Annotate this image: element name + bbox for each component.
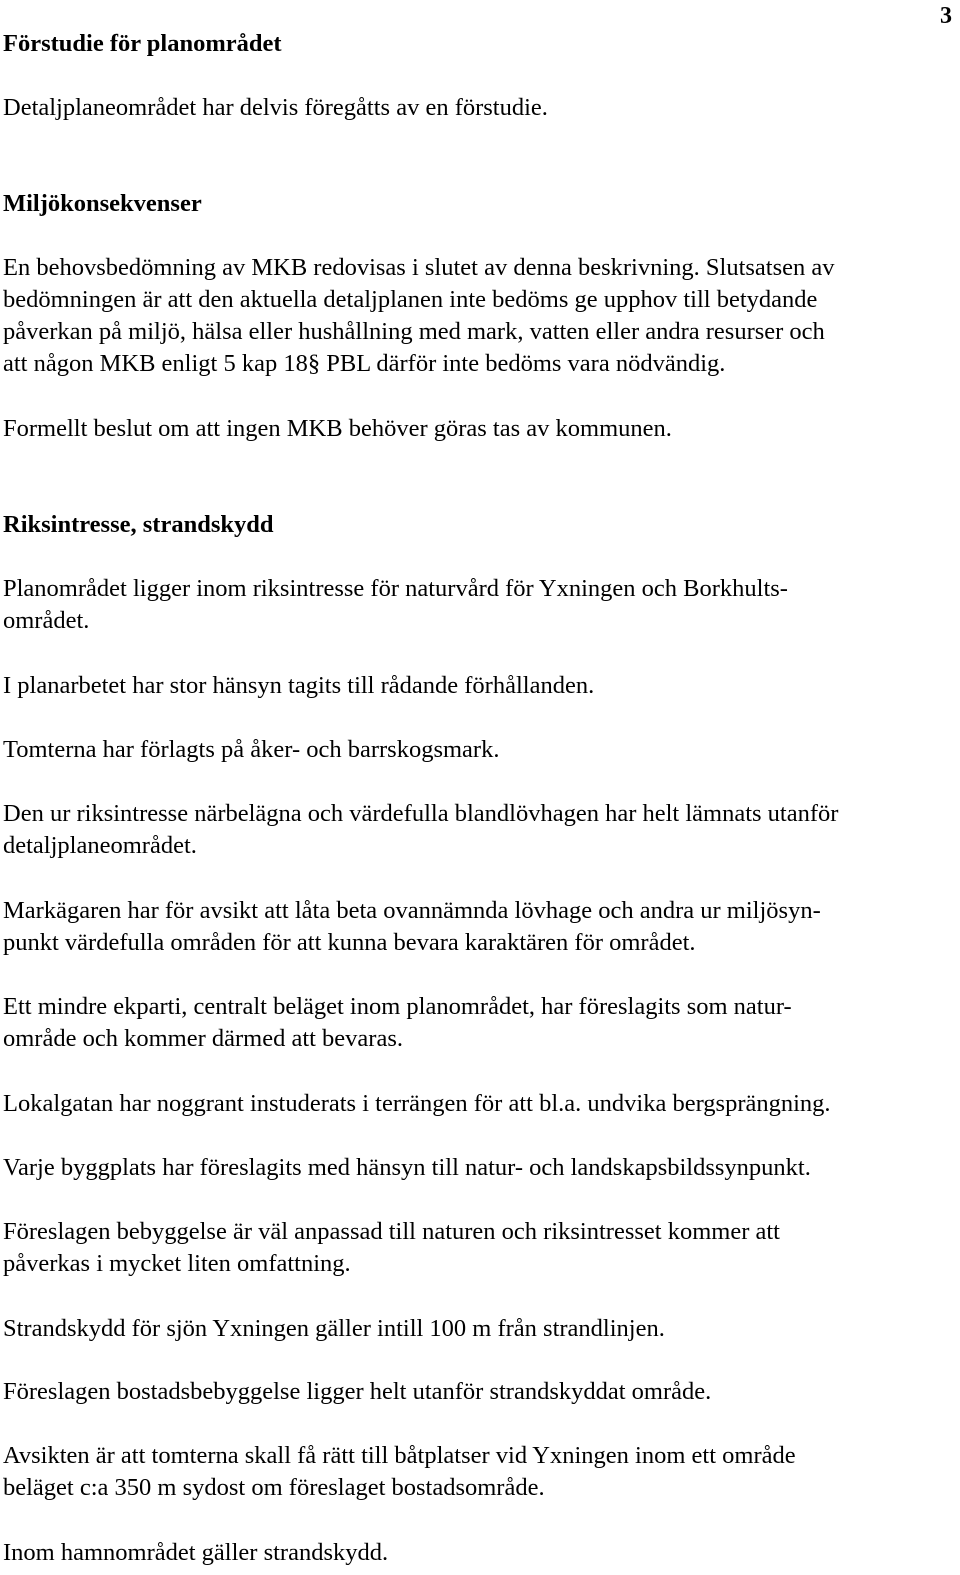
paragraph-riksintresse-6 [3,991,953,1055]
text-line: bedömningen är att den aktuella detaljplanen inte bedöms ge upphov till betydande [3,286,818,313]
paragraph-riksintresse-1 [3,573,953,637]
text-line: Den ur riksintresse närbelägna och värdefulla blandlövhagen har helt lämnats utanför [3,800,839,827]
paragraph-riksintresse-9 [3,1216,953,1280]
paragraph-forstudie: Detaljplaneområdet har delvis föregåtts av en förstudie. [3,94,548,121]
text-line: Varje byggplats har föreslagits med hänsyn till natur- och landskapsbildssynpunkt. [3,1154,811,1181]
text-line: Ett mindre ekparti, centralt beläget inom planområdet, har föreslagits som natur- [3,993,792,1020]
text-line: Planområdet ligger inom riksintresse för naturvård för Yxningen och Borkhults- [3,575,788,602]
text-line: I planarbetet har stor hänsyn tagits till rådande förhållanden. [3,672,595,699]
text-line: Inom hamnområdet gäller strandskydd. [3,1539,389,1566]
text-line: Tomterna har förlagts på åker- och barrskogsmark. [3,736,500,763]
paragraph-strandskydd-2 [3,1376,953,1408]
paragraph-strandskydd-3 [3,1440,953,1504]
text-line: område och kommer därmed att bevaras. [3,1025,404,1052]
text-line: Strandskydd för sjön Yxningen gäller intill 100 m från strandlinjen. [3,1315,665,1342]
heading-riksintresse: Riksintresse, strandskydd [3,511,274,538]
text-line: beläget c:a 350 m sydost om föreslaget bostadsområde. [3,1474,545,1501]
heading-forstudie: Förstudie för planområdet [3,30,282,57]
paragraph-riksintresse-2 [3,670,953,702]
text-line: Lokalgatan har noggrant instuderats i terrängen för att bl.a. undvika bergsprängning. [3,1090,831,1117]
paragraph-strandskydd-4 [3,1537,953,1569]
text-line: påverkas i mycket liten omfattning. [3,1250,351,1277]
heading-miljokonsekvenser: Miljökonsekvenser [3,190,202,217]
paragraph-riksintresse-5 [3,895,953,959]
text-line: att någon MKB enligt 5 kap 18§ PBL därför inte bedöms vara nödvändig. [3,350,726,377]
text-line: Markägaren har för avsikt att låta beta ovannämnda lövhage och andra ur miljösyn- [3,897,821,924]
text-line: området. [3,607,90,634]
paragraph-strandskydd-1 [3,1313,953,1345]
text-line: Föreslagen bostadsbebyggelse ligger helt utanför strandskyddat område. [3,1378,712,1405]
paragraph-formellt-beslut: Formellt beslut om att ingen MKB behöver göras tas av kommunen. [3,415,672,442]
paragraph-riksintresse-7 [3,1088,953,1120]
paragraph-riksintresse-4 [3,798,953,862]
paragraph-riksintresse-8 [3,1152,953,1184]
page-number: 3 [940,3,952,29]
paragraph-riksintresse-3 [3,734,953,766]
text-line: påverkan på miljö, hälsa eller hushållning med mark, vatten eller andra resurser och [3,318,825,345]
text-line: En behovsbedömning av MKB redovisas i slutet av denna beskrivning. Slutsatsen av [3,254,835,281]
text-line: Avsikten är att tomterna skall få rätt till båtplatser vid Yxningen inom ett område [3,1442,796,1469]
text-line: punkt värdefulla områden för att kunna bevara karaktären för området. [3,929,696,956]
text-line: Föreslagen bebyggelse är väl anpassad till naturen och riksintresset kommer att [3,1218,780,1245]
paragraph-mkb-behovsbedomning [3,252,953,380]
text-line: detaljplaneområdet. [3,832,197,859]
